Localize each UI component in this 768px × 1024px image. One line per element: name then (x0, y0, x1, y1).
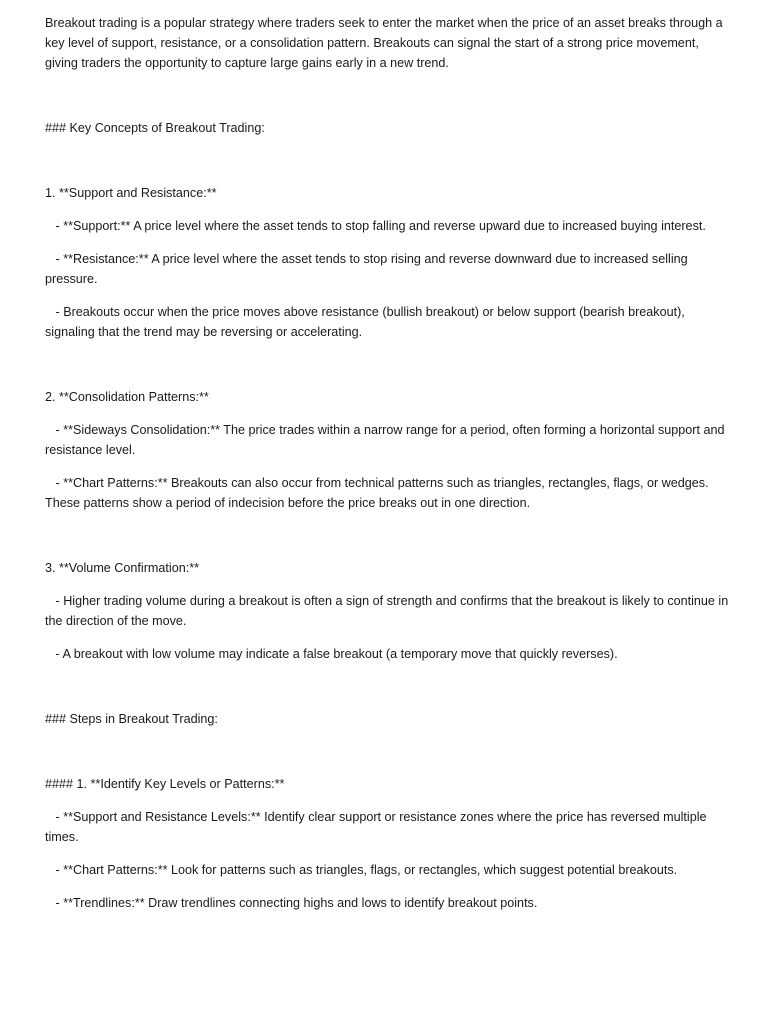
concept-resistance-item: - **Resistance:** A price level where the asset tends to stop rising and reverse downward due to increased selling pressure. (45, 252, 692, 286)
step-levels-item: - **Support and Resistance Levels:** Identify clear support or resistance zones where the price has reversed multiple times. (45, 810, 711, 844)
steps-heading: ### Steps in Breakout Trading: (45, 712, 218, 726)
step-patterns-item: - **Chart Patterns:** Look for patterns such as triangles, flags, or rectangles, which suggest potential breakouts. (45, 863, 678, 877)
concept-breakouts-item: - Breakouts occur when the price moves above resistance (bullish breakout) or below support (bearish breakout), signaling that the trend may be reversing or accelerating. (45, 305, 689, 339)
intro-paragraph: Breakout trading is a popular strategy where traders seek to enter the market when the price of an asset breaks through a key level of support, resistance, or a consolidation pattern. Breakouts can signal the start of a strong price movement, giving traders the opportunity to capture large gains early in a new trend. (45, 16, 727, 70)
concept-volume-title: 3. **Volume Confirmation:** (45, 561, 200, 575)
concept-support-item: - **Support:** A price level where the asset tends to stop falling and reverse upward due to increased buying interest. (45, 219, 706, 233)
concept-higher-volume-item: - Higher trading volume during a breakout is often a sign of strength and confirms that the breakout is likely to continue in the direction of the move. (45, 594, 732, 628)
step-identify-title: #### 1. **Identify Key Levels or Patterns:** (45, 777, 285, 791)
document-page (45, 13, 731, 913)
concept-consolidation-title: 2. **Consolidation Patterns:** (45, 390, 209, 404)
key-concepts-heading: ### Key Concepts of Breakout Trading: (45, 121, 265, 135)
concept-chart-patterns-item: - **Chart Patterns:** Breakouts can also occur from technical patterns such as triangles, rectangles, flags, or wedges. These patterns show a period of indecision before the price breaks out in one direction. (45, 476, 712, 510)
step-trendlines-item: - **Trendlines:** Draw trendlines connecting highs and lows to identify breakout points. (45, 896, 538, 910)
concept-low-volume-item: - A breakout with low volume may indicate a false breakout (a temporary move that quickly reverses). (45, 647, 618, 661)
concept-support-resistance-title: 1. **Support and Resistance:** (45, 186, 217, 200)
concept-sideways-item: - **Sideways Consolidation:** The price trades within a narrow range for a period, often forming a horizontal support and resistance level. (45, 423, 729, 457)
